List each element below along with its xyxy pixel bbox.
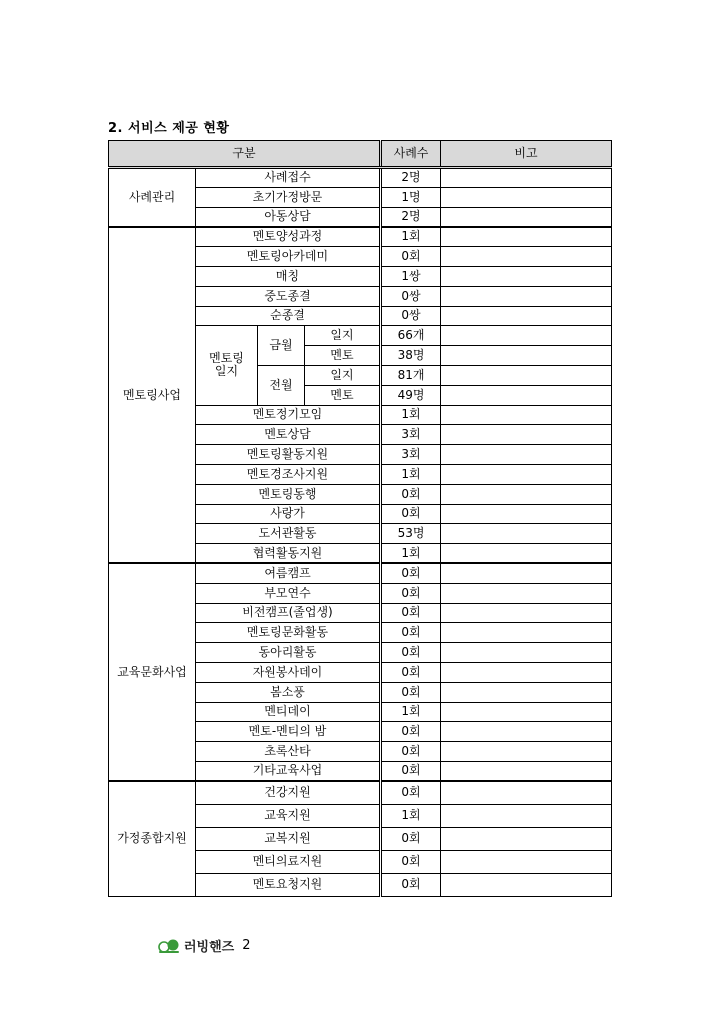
item-label: 멘토링활동지원 <box>196 445 381 465</box>
item-note <box>441 850 612 873</box>
item-label: 자원봉사데이 <box>196 662 381 682</box>
item-count: 0쌍 <box>381 286 441 306</box>
item-note <box>441 742 612 762</box>
item-count: 1회 <box>381 227 441 247</box>
item-note <box>441 873 612 896</box>
item-label: 멘토경조사지원 <box>196 464 381 484</box>
item-count: 38명 <box>381 346 441 366</box>
item-label: 비전캠프(졸업생) <box>196 603 381 623</box>
item-count: 0회 <box>381 583 441 603</box>
item-label: 멘토상담 <box>196 425 381 445</box>
journal-label-line1: 멘토링 <box>209 351 244 366</box>
item-label: 사례접수 <box>196 168 381 188</box>
item-count: 2명 <box>381 207 441 227</box>
item-count: 0회 <box>381 682 441 702</box>
group-label: 사례관리 <box>109 168 196 227</box>
journal-row-label: 일지 <box>305 365 381 385</box>
item-label: 멘토링동행 <box>196 484 381 504</box>
item-note <box>441 504 612 524</box>
item-note <box>441 682 612 702</box>
item-count: 3회 <box>381 445 441 465</box>
item-count: 1회 <box>381 544 441 564</box>
item-note <box>441 781 612 804</box>
item-label: 봄소풍 <box>196 682 381 702</box>
item-count: 0회 <box>381 827 441 850</box>
item-count: 0회 <box>381 504 441 524</box>
item-note <box>441 544 612 564</box>
item-note <box>441 761 612 781</box>
item-count: 1회 <box>381 804 441 827</box>
item-count: 0회 <box>381 873 441 896</box>
table-row <box>109 168 612 188</box>
section-title: 2. 서비스 제공 현황 <box>108 121 230 136</box>
item-label: 매칭 <box>196 266 381 286</box>
table-row <box>109 227 612 247</box>
group-label: 교육문화사업 <box>109 563 196 781</box>
item-count: 1쌍 <box>381 266 441 286</box>
journal-row-label: 멘토 <box>305 346 381 366</box>
item-label: 도서관활동 <box>196 524 381 544</box>
item-count: 2명 <box>381 168 441 188</box>
item-label: 건강지원 <box>196 781 381 804</box>
item-note <box>441 464 612 484</box>
item-label: 멘토링문화활동 <box>196 623 381 643</box>
table-row <box>109 563 612 583</box>
item-label: 동아리활동 <box>196 643 381 663</box>
item-count: 81개 <box>381 365 441 385</box>
item-count: 1회 <box>381 405 441 425</box>
item-label: 멘토양성과정 <box>196 227 381 247</box>
item-count: 0회 <box>381 722 441 742</box>
item-label: 멘토정기모임 <box>196 405 381 425</box>
item-note <box>441 207 612 227</box>
item-label: 멘티의료지원 <box>196 850 381 873</box>
item-count: 0회 <box>381 603 441 623</box>
header-category: 구분 <box>109 141 381 168</box>
item-count: 0회 <box>381 484 441 504</box>
item-note <box>441 168 612 188</box>
hands-logo-icon <box>158 938 180 954</box>
brand-name: 러빙핸즈 <box>184 940 235 955</box>
item-note <box>441 662 612 682</box>
item-count: 53명 <box>381 524 441 544</box>
item-count: 0회 <box>381 623 441 643</box>
item-count: 0회 <box>381 761 441 781</box>
item-label: 멘토-멘티의 밤 <box>196 722 381 742</box>
item-note <box>441 603 612 623</box>
item-count: 49명 <box>381 385 441 405</box>
item-note <box>441 722 612 742</box>
item-note <box>441 804 612 827</box>
item-label: 부모연수 <box>196 583 381 603</box>
page-footer <box>158 936 251 955</box>
item-note <box>441 623 612 643</box>
journal-month: 전월 <box>258 365 305 405</box>
item-count: 0회 <box>381 850 441 873</box>
item-note <box>441 643 612 663</box>
item-label: 중도종결 <box>196 286 381 306</box>
item-label: 초록산타 <box>196 742 381 762</box>
header-note: 비고 <box>441 141 612 168</box>
item-count: 66개 <box>381 326 441 346</box>
item-note <box>441 524 612 544</box>
item-note <box>441 702 612 722</box>
item-note <box>441 563 612 583</box>
item-note <box>441 346 612 366</box>
item-label: 사랑가 <box>196 504 381 524</box>
item-label: 멘토요청지원 <box>196 873 381 896</box>
item-note <box>441 187 612 207</box>
group-label: 가정종합지원 <box>109 781 196 896</box>
item-note <box>441 445 612 465</box>
item-label: 멘토링아카데미 <box>196 247 381 267</box>
item-note <box>441 365 612 385</box>
journal-row-label: 멘토 <box>305 385 381 405</box>
item-note <box>441 306 612 326</box>
item-note <box>441 227 612 247</box>
item-note <box>441 326 612 346</box>
journal-label <box>196 326 258 405</box>
item-label: 여름캠프 <box>196 563 381 583</box>
item-count: 0쌍 <box>381 306 441 326</box>
item-count: 1명 <box>381 187 441 207</box>
page-number: 2 <box>242 938 251 953</box>
group-label: 멘토링사업 <box>109 227 196 564</box>
journal-month: 금월 <box>258 326 305 366</box>
journal-label-line2: 일지 <box>214 364 239 379</box>
item-count: 3회 <box>381 425 441 445</box>
item-note <box>441 583 612 603</box>
item-count: 0회 <box>381 643 441 663</box>
journal-row-label: 일지 <box>305 326 381 346</box>
item-count: 1회 <box>381 702 441 722</box>
item-count: 0회 <box>381 781 441 804</box>
item-label: 기타교육사업 <box>196 761 381 781</box>
item-note <box>441 405 612 425</box>
item-note <box>441 827 612 850</box>
service-table <box>108 140 612 897</box>
item-label: 멘티데이 <box>196 702 381 722</box>
item-count: 0회 <box>381 662 441 682</box>
item-note <box>441 425 612 445</box>
item-count: 1회 <box>381 464 441 484</box>
item-label: 교육지원 <box>196 804 381 827</box>
item-count: 0회 <box>381 742 441 762</box>
item-label: 순종결 <box>196 306 381 326</box>
item-note <box>441 286 612 306</box>
item-count: 0회 <box>381 247 441 267</box>
item-label: 협력활동지원 <box>196 544 381 564</box>
table-header-row <box>109 141 612 168</box>
item-note <box>441 266 612 286</box>
table-row <box>109 781 612 804</box>
header-count: 사례수 <box>381 141 441 168</box>
item-note <box>441 385 612 405</box>
item-label: 아동상담 <box>196 207 381 227</box>
item-label: 교복지원 <box>196 827 381 850</box>
item-note <box>441 484 612 504</box>
item-label: 초기가정방문 <box>196 187 381 207</box>
item-note <box>441 247 612 267</box>
item-count: 0회 <box>381 563 441 583</box>
